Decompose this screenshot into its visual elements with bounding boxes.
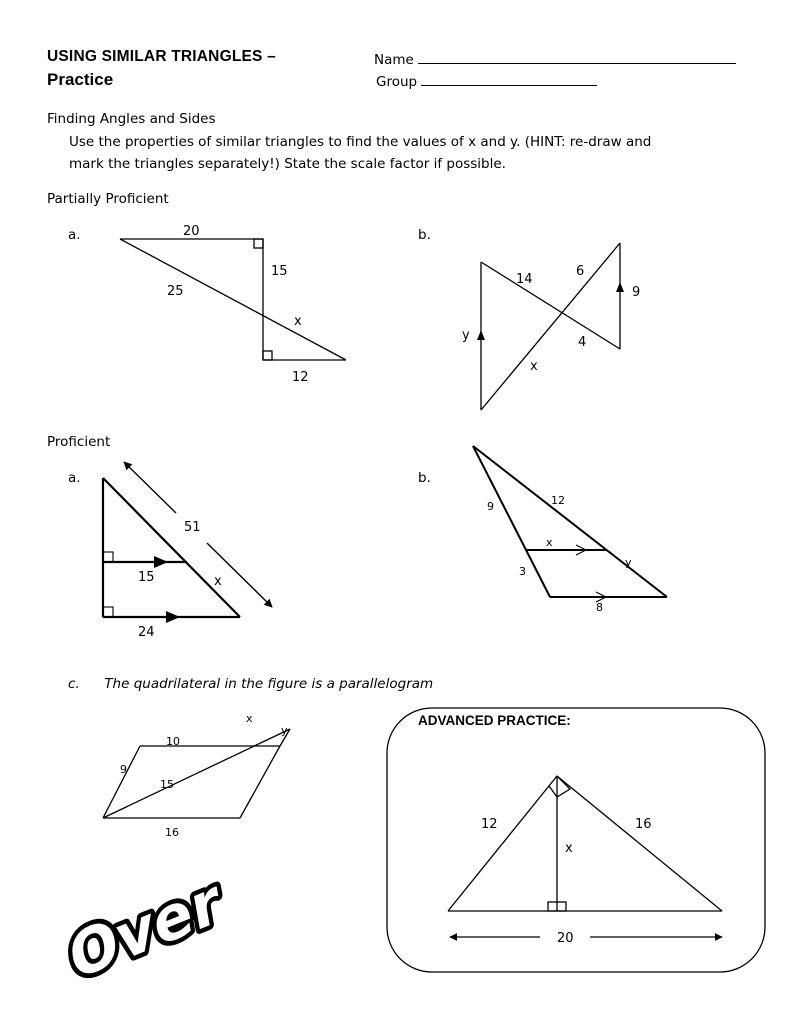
section-heading: Finding Angles and Sides [47, 111, 216, 127]
label-pp-a-25: 25 [167, 284, 184, 299]
label-p-c-x: x [246, 712, 253, 725]
label-p-b-9: 9 [487, 500, 494, 513]
label-p-a-15: 15 [138, 570, 155, 585]
label-p-b-12: 12 [551, 494, 565, 507]
label-pp-a-12: 12 [292, 370, 309, 385]
name-label: Name [374, 52, 414, 68]
parallel-arrow-mark [477, 330, 485, 340]
problem-pa-letter: a. [68, 227, 81, 243]
right-angle-mark [254, 239, 263, 248]
page-title: USING SIMILAR TRIANGLES – [47, 48, 276, 65]
label-adv-12: 12 [481, 817, 498, 832]
label-pp-a-x: x [294, 314, 302, 329]
page-subtitle: Practice [47, 70, 114, 89]
right-angle-mark [103, 607, 113, 617]
figure-p-a [103, 478, 240, 617]
right-angle-mark [103, 552, 113, 562]
figure-pp-b [477, 243, 624, 410]
label-pp-b-y: y [462, 328, 470, 343]
label-p-c-10: 10 [166, 735, 180, 748]
figure-p-b [473, 446, 667, 597]
label-p-a-24: 24 [138, 625, 155, 640]
label-pp-b-6: 6 [576, 264, 585, 279]
right-angle-mark [263, 351, 272, 360]
label-pp-b-14: 14 [516, 272, 533, 287]
problem-b-letter: b. [418, 470, 431, 486]
instructions-line2: mark the triangles separately!) State the scale factor if possible. [69, 156, 506, 172]
label-adv-20: 20 [557, 931, 574, 946]
label-p-b-x: x [546, 536, 553, 549]
label-p-a-x: x [214, 574, 222, 589]
figure-p-c [103, 729, 290, 818]
label-p-b-3: 3 [519, 565, 526, 578]
advanced-practice-heading: ADVANCED PRACTICE: [418, 713, 571, 728]
label-pp-b-9: 9 [632, 285, 641, 300]
group-label: Group [376, 74, 418, 90]
label-pp-a-20: 20 [183, 224, 200, 239]
instructions-line1: Use the properties of similar triangles to find the values of x and y. (HINT: re-draw and [69, 134, 652, 150]
label-pp-a-15: 15 [271, 264, 288, 279]
partially-proficient-heading: Partially Proficient [47, 191, 169, 207]
label-pp-b-x: x [530, 359, 538, 374]
parallel-arrow-mark [166, 611, 180, 623]
figure-advanced [448, 776, 722, 911]
label-p-a-51: 51 [184, 520, 201, 535]
over-label: Over [64, 865, 226, 995]
advanced-practice-box [387, 708, 765, 972]
label-p-c-y: y [281, 724, 288, 737]
label-p-c-16: 16 [165, 826, 179, 839]
problem-c-letter: c. [68, 676, 80, 692]
label-p-c-9: 9 [120, 763, 127, 776]
label-adv-16: 16 [635, 817, 652, 832]
proficient-heading: Proficient [47, 434, 111, 450]
measure-arrow [124, 462, 176, 513]
right-angle-mark [549, 776, 570, 797]
label-p-c-15: 15 [160, 778, 174, 791]
label-p-b-y: y [625, 556, 632, 569]
label-p-b-8: 8 [596, 601, 603, 614]
label-pp-b-4: 4 [578, 335, 587, 350]
figure-pp-a [120, 239, 346, 360]
problem-a-letter: a. [68, 470, 81, 486]
parallel-arrow-mark [616, 282, 624, 292]
label-adv-x: x [565, 841, 573, 856]
parallel-arrow-mark [154, 556, 168, 568]
problem-pb-letter: b. [418, 227, 431, 243]
problem-c-caption: The quadrilateral in the figure is a parallelogram [104, 676, 434, 692]
